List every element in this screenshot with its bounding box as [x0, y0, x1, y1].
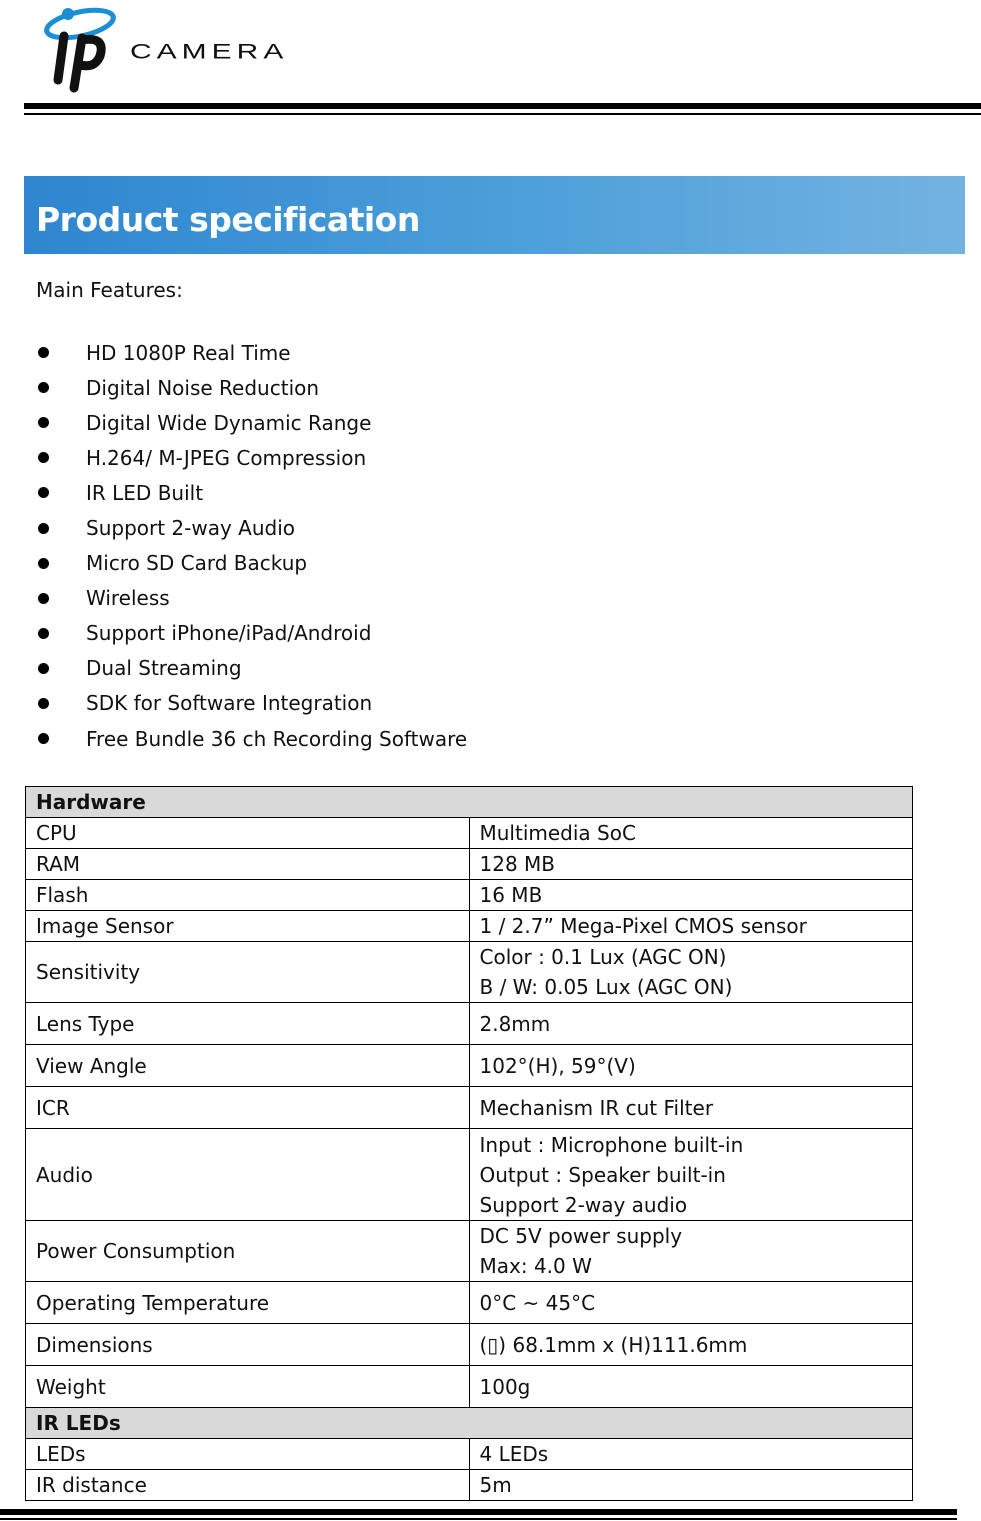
feature-text: HD 1080P Real Time [86, 340, 291, 365]
spec-value [469, 1221, 913, 1282]
feature-text: SDK for Software Integration [86, 691, 373, 716]
feature-text: Digital Wide Dynamic Range [86, 410, 372, 435]
feature-text: Micro SD Card Backup [86, 551, 308, 576]
spec-label: ICR [26, 1087, 470, 1129]
feature-item [38, 475, 467, 510]
logo-text: CAMERA [130, 40, 289, 64]
bullet-icon [38, 347, 49, 358]
spec-value [469, 880, 913, 911]
spec-value-line: Color : 0.1 Lux (AGC ON) [479, 945, 727, 969]
spec-value-line: 2.8mm [479, 1011, 551, 1036]
spec-label: Sensitivity [26, 942, 470, 1003]
spec-label: Image Sensor [26, 911, 470, 942]
spec-value [469, 818, 913, 849]
feature-text: Free Bundle 36 ch Recording Software [86, 726, 468, 751]
feature-text: Support 2-way Audio [86, 516, 296, 541]
spec-label: RAM [26, 849, 470, 880]
spec-value-line: Output : Speaker built-in [479, 1162, 726, 1187]
bullet-icon [38, 523, 49, 534]
spec-label: IR distance [26, 1470, 470, 1501]
table-row [26, 1366, 913, 1408]
spec-value [469, 849, 913, 880]
section-title: IR LEDs [26, 1408, 913, 1439]
spec-label: Lens Type [26, 1003, 470, 1045]
feature-item [38, 581, 467, 616]
table-row [26, 1470, 913, 1501]
feature-item [38, 686, 467, 721]
feature-text: H.264/ M-JPEG Compression [86, 445, 367, 470]
table-row [26, 1003, 913, 1045]
bullet-icon [38, 663, 49, 674]
table-row [26, 1129, 913, 1221]
table-row [26, 818, 913, 849]
bullet-icon [38, 628, 49, 639]
feature-item [38, 616, 467, 651]
header-rule-thick [24, 103, 981, 109]
spec-value-line: Support 2-way audio [479, 1192, 688, 1217]
spec-value-line: DC 5V power supply [479, 1224, 683, 1248]
feature-text: IR LED Built [86, 480, 204, 505]
bullet-icon [38, 452, 49, 463]
bullet-icon [38, 382, 49, 393]
bullet-icon [38, 733, 49, 744]
ir-leds-section-header [26, 1408, 913, 1439]
bullet-icon [38, 487, 49, 498]
spec-value-line: Max: 4.0 W [479, 1254, 592, 1278]
table-row [26, 911, 913, 942]
feature-text: Digital Noise Reduction [86, 375, 320, 400]
spec-value [469, 1087, 913, 1129]
features-list [38, 335, 467, 756]
feature-item [38, 405, 467, 440]
spec-value [469, 1439, 913, 1470]
spec-value-line: 100g [479, 1374, 531, 1399]
table-row [26, 1045, 913, 1087]
feature-item [38, 335, 467, 370]
ip-logo-icon [38, 2, 138, 94]
table-row [26, 942, 913, 1003]
footer-rule-thick [0, 1509, 957, 1515]
spec-value-line: 0°C ~ 45°C [479, 1290, 596, 1315]
spec-value [469, 911, 913, 942]
spec-value [469, 1003, 913, 1045]
features-heading: Main Features: [36, 278, 183, 302]
spec-value-line: 1 / 2.7” Mega-Pixel CMOS sensor [479, 914, 807, 938]
feature-item [38, 370, 467, 405]
spec-value-line: 5m [479, 1473, 512, 1497]
spec-label: Operating Temperature [26, 1282, 470, 1324]
table-row [26, 849, 913, 880]
hardware-section-header [26, 787, 913, 818]
feature-item [38, 510, 467, 545]
bullet-icon [38, 698, 49, 709]
feature-item [38, 440, 467, 475]
table-row [26, 1324, 913, 1366]
spec-label: Flash [26, 880, 470, 911]
feature-item [38, 721, 467, 756]
bullet-icon [38, 593, 49, 604]
spec-value [469, 1470, 913, 1501]
spec-label: Dimensions [26, 1324, 470, 1366]
spec-value [469, 942, 913, 1003]
spec-label: LEDs [26, 1439, 470, 1470]
spec-value-line: Mechanism IR cut Filter [479, 1095, 714, 1120]
table-row [26, 1439, 913, 1470]
spec-value [469, 1366, 913, 1408]
table-row [26, 1282, 913, 1324]
spec-table [25, 786, 913, 1501]
spec-value-line: Multimedia SoC [479, 821, 636, 845]
feature-item [38, 651, 467, 686]
ip-camera-logo [38, 2, 318, 94]
spec-value [469, 1282, 913, 1324]
spec-value [469, 1324, 913, 1366]
spec-value [469, 1129, 913, 1221]
table-row [26, 1221, 913, 1282]
section-title: Hardware [26, 787, 913, 818]
spec-value [469, 1045, 913, 1087]
spec-value-line: 4 LEDs [479, 1442, 549, 1466]
page-title: Product specification [36, 200, 420, 239]
spec-value-line: 16 MB [479, 883, 543, 907]
title-banner [24, 176, 965, 254]
spec-label: CPU [26, 818, 470, 849]
spec-value-line: (▯) 68.1mm x (H)111.6mm [479, 1332, 748, 1357]
spec-label: Audio [26, 1129, 470, 1221]
footer-rule-thin [0, 1518, 957, 1520]
table-row [26, 1087, 913, 1129]
spec-label: Weight [26, 1366, 470, 1408]
header-rule-thin [24, 113, 981, 115]
spec-value-line: 102°(H), 59°(V) [479, 1053, 636, 1078]
spec-value-line: B / W: 0.05 Lux (AGC ON) [479, 975, 733, 999]
table-row [26, 880, 913, 911]
spec-label: View Angle [26, 1045, 470, 1087]
bullet-icon [38, 417, 49, 428]
spec-value-line: 128 MB [479, 852, 556, 876]
feature-text: Dual Streaming [86, 656, 242, 681]
spec-value-line: Input : Microphone built-in [479, 1132, 744, 1157]
bullet-icon [38, 558, 49, 569]
feature-item [38, 546, 467, 581]
feature-text: Wireless [86, 586, 170, 611]
feature-text: Support iPhone/iPad/Android [86, 621, 372, 646]
spec-label: Power Consumption [26, 1221, 470, 1282]
